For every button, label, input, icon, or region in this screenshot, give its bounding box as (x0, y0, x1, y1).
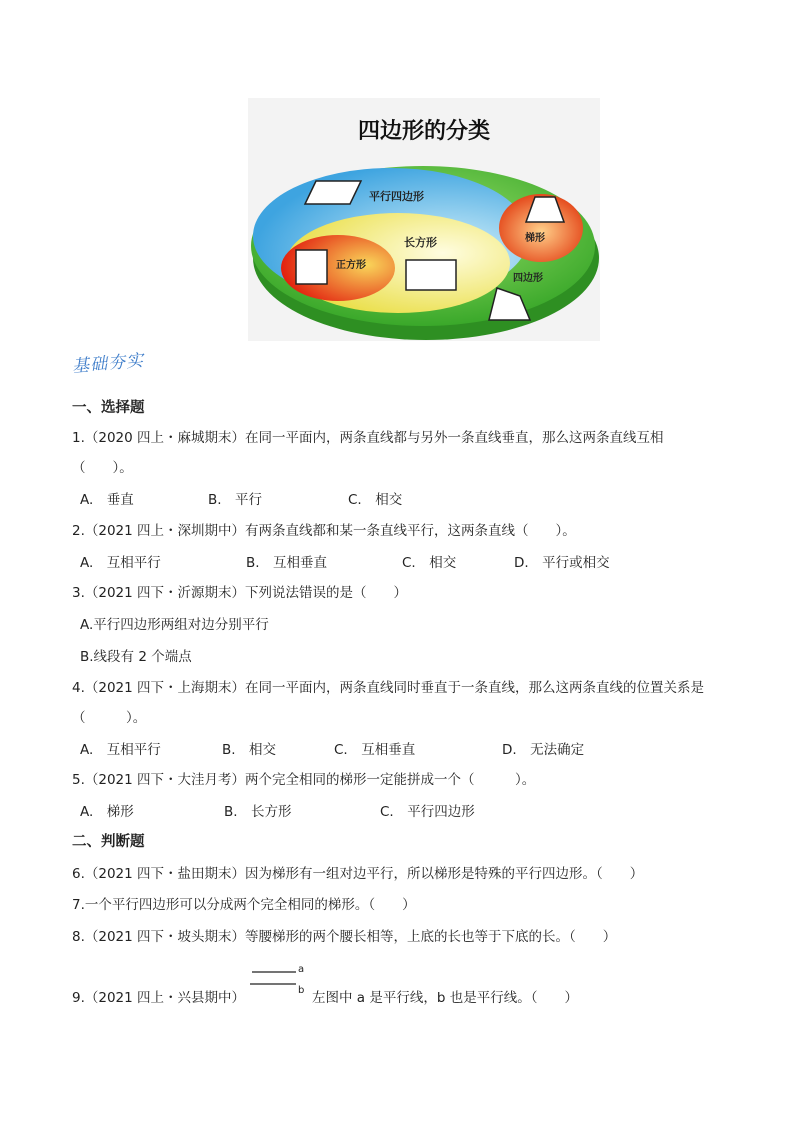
question-9-prefix: 9.（2021 四上・兴县期中） (72, 990, 246, 1006)
label-trapezoid: 梯形 (525, 233, 545, 244)
label-square: 正方形 (336, 260, 366, 271)
question-8-text: 8.（2021 四下・坡头期末）等腰梯形的两个腰长相等，上底的长也等于下底的长。（ ） (72, 929, 617, 945)
question-1-text: 1.（2020 四上・麻城期末）在同一平面内，两条直线都与另外一条直线垂直，那么这两条直线互相 (72, 430, 664, 446)
diagram-title: 四边形的分类 (357, 119, 491, 144)
question-7-text: 7.一个平行四边形可以分成两个完全相同的梯形。（ ） (72, 897, 416, 913)
stamp-basic-practice: 基础夯实 (71, 350, 145, 377)
q4-option-c: C. 互相垂直 (334, 742, 416, 758)
label-parallelogram: 平行四边形 (369, 190, 424, 203)
q5-option-b: B. 长方形 (224, 804, 292, 820)
q1-option-a: A. 垂直 (80, 492, 134, 508)
question-5-text: 5.（2021 四下・大洼月考）两个完全相同的梯形一定能拼成一个（ ）。 (72, 772, 536, 788)
q4-option-b: B. 相交 (222, 742, 277, 758)
q1-option-c: C. 相交 (348, 492, 403, 508)
question-6-text: 6.（2021 四下・盐田期末）因为梯形有一组对边平行，所以梯形是特殊的平行四边形。（ ） (72, 866, 644, 882)
q2-option-a: A. 互相平行 (80, 555, 161, 571)
q1-option-b: B. 平行 (208, 492, 263, 508)
section-heading-judge: 二、判断题 (72, 834, 145, 850)
label-rectangle: 长方形 (404, 236, 437, 249)
line-a-label: a (298, 964, 305, 975)
q4-option-d: D. 无法确定 (502, 742, 585, 758)
q5-option-c: C. 平行四边形 (380, 804, 475, 820)
q5-option-a: A. 梯形 (80, 804, 134, 820)
label-quadrilateral: 四边形 (513, 273, 543, 284)
parallel-lines-figure (248, 960, 310, 996)
section-heading-choice: 一、选择题 (72, 400, 145, 416)
question-4-blank: （ ）。 (72, 710, 147, 726)
q2-option-d: D. 平行或相交 (514, 555, 610, 571)
question-3-text: 3.（2021 四下・沂源期末）下列说法错误的是（ ） (72, 585, 408, 601)
question-9-suffix: 左图中 a 是平行线，b 也是平行线。（ ） (312, 990, 578, 1006)
question-2-text: 2.（2021 四上・深圳期中）有两条直线都和某一条直线平行，这两条直线（ ）。 (72, 523, 576, 539)
quadrilateral-classification-diagram (248, 98, 600, 341)
q3-option-a: A.平行四边形两组对边分别平行 (80, 617, 269, 633)
q3-option-b: B.线段有 2 个端点 (80, 649, 192, 665)
square-shape-icon (296, 250, 327, 284)
question-1-blank: （ ）。 (72, 460, 133, 476)
q2-option-b: B. 互相垂直 (246, 555, 328, 571)
rectangle-shape-icon (406, 260, 456, 290)
q4-option-a: A. 互相平行 (80, 742, 161, 758)
line-b-label: b (298, 985, 305, 996)
q2-option-c: C. 相交 (402, 555, 457, 571)
question-4-text: 4.（2021 四下・上海期末）在同一平面内，两条直线同时垂直于一条直线，那么这两条直线的位置关系是 (72, 680, 705, 696)
